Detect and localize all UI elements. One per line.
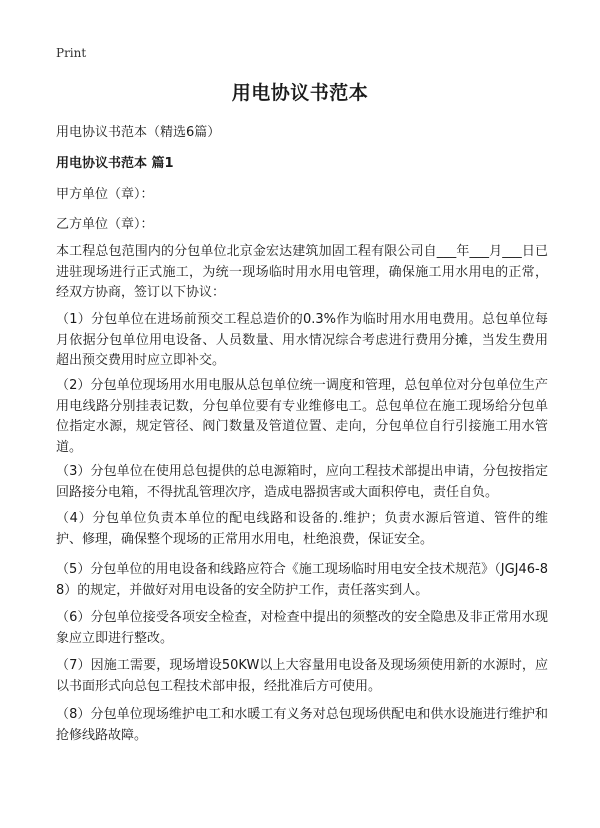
document-title: 用电协议书范本 [231, 82, 369, 104]
section-heading: 用电协议书范本 篇1 [56, 156, 174, 171]
party-b-line: 乙方单位（章）： [56, 217, 154, 232]
clause-paragraph-6: （6）分包单位接受各项安全检查，对检查中提出的须整改的安全隐患及非正常用水现象应立即进行整改。 [56, 610, 548, 646]
intro-paragraph: 本工程总包范围内的分包单位北京金宏达建筑加固工程有限公司自___年___月___日已进驻现场进行正式施工，为统一现场临时用水用电管理，确保施工用水用电的正常，经双方协商，签订以下协议： [56, 244, 548, 300]
print-label: Print [56, 46, 87, 60]
clause-paragraph-4: （4）分包单位负责本单位的配电线路和设备的.维护；负责水源后管道、管件的维护、修理，确保整个现场的正常用水用电，杜绝浪费，保证安全。 [56, 511, 548, 547]
clause-paragraph-5: （5）分包单位的用电设备和线路应符合《施工现场临时用电安全技术规范》（JGJ46-88）的规定，并做好对用电设备的安全防护工作，责任落实到人。 [56, 562, 548, 598]
party-a-line: 甲方单位（章）： [56, 187, 154, 202]
clause-paragraph-2: （2）分包单位现场用水用电服从总包单位统一调度和管理，总包单位对分包单位生产用电线路分别挂表记数，分包单位要有专业维修电工。总包单位在施工现场给分包单位指定水源，规定管径、阀门数量及管道位置、走向，分包单位自行引接施工用水管道。 [56, 378, 548, 455]
document-subtitle: 用电协议书范本（精选6篇） [56, 125, 221, 140]
clause-paragraph-7: （7）因施工需要，现场增设50KW以上大容量用电设备及现场须使用新的水源时，应以书面形式向总包工程技术部申报，经批准后方可使用。 [56, 658, 548, 694]
clause-paragraph-1: （1）分包单位在进场前预交工程总造价的0.3%作为临时用水用电费用。总包单位每月依据分包单位用电设备、人员数量、用水情况综合考虑进行费用分摊，当发生费用超出预交费用时应立即补交。 [56, 312, 548, 368]
clause-paragraph-8: （8）分包单位现场维护电工和水暖工有义务对总包现场供配电和供水设施进行维护和抢修线路故障。 [56, 707, 548, 743]
clause-paragraph-3: （3）分包单位在使用总包提供的总电源箱时，应向工程技术部提出申请，分包按指定回路接分电箱，不得扰乱管理次序，造成电器损害或大面积停电，责任自负。 [56, 464, 548, 500]
